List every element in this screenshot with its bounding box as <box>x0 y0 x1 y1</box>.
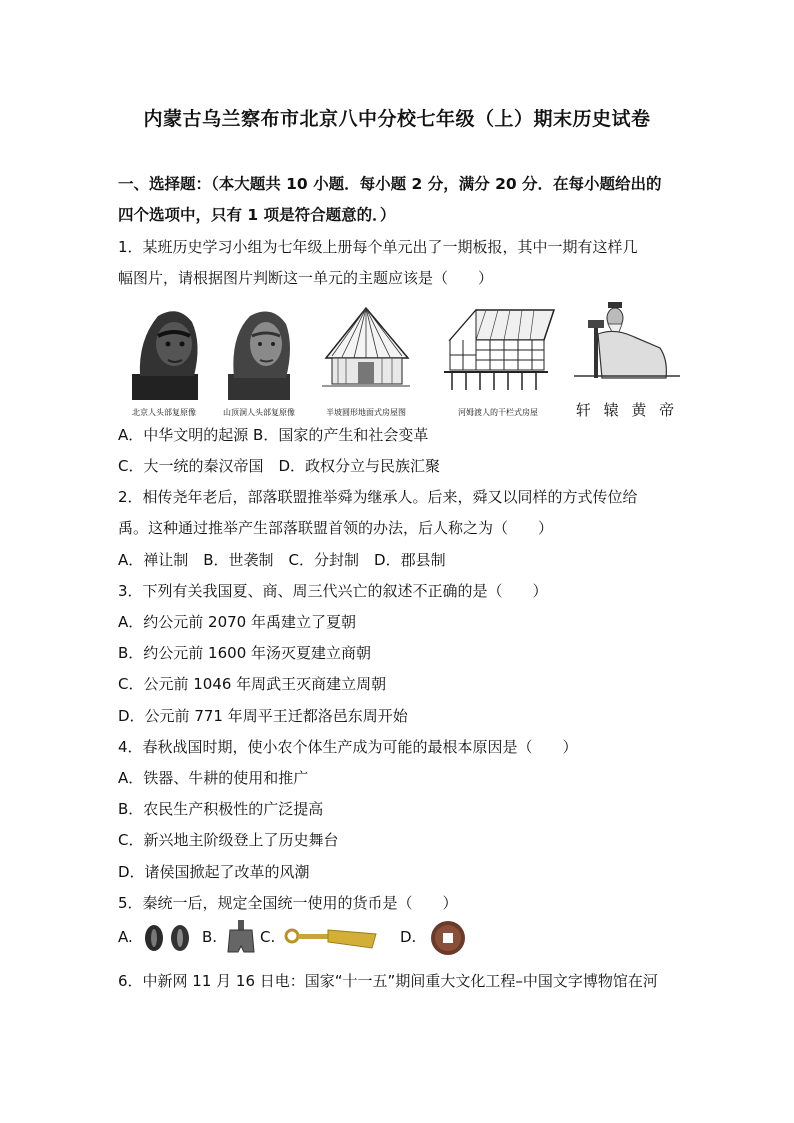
section-heading-line2: 四个选项中，只有 1 项是符合题意的．） <box>118 206 396 224</box>
q5-coin-options <box>118 920 518 956</box>
hemudu-house-image <box>436 300 560 418</box>
shell-coin-icon <box>142 922 192 954</box>
knife-coin-icon <box>284 924 380 952</box>
q3-stem: 3．下列有关我国夏、商、周三代兴亡的叙述不正确的是（ ） <box>118 582 548 600</box>
q3-option-b: B．约公元前 1600 年汤灭夏建立商朝 <box>118 644 372 662</box>
q5-label-b: B. <box>202 928 218 946</box>
yellow-emperor-image <box>574 300 680 418</box>
q4-stem: 4．春秋战国时期，使小农个体生产成为可能的最根本原因是（ ） <box>118 738 578 756</box>
q2-stem-line1: 2．相传尧年老后，部落联盟推举舜为继承人。后来，舜又以同样的方式传位给 <box>118 488 638 506</box>
page-title: 内蒙古乌兰察布市北京八中分校七年级（上）期末历史试卷 <box>143 108 651 130</box>
q5-label-c: C. <box>260 928 276 946</box>
q4-option-d: D．诸侯国掀起了改革的风潮 <box>118 863 310 881</box>
section-heading-line1: 一、选择题：（本大题共 10 小题．每小题 2 分，满分 20 分．在每小题给出的 <box>118 175 662 193</box>
q1-stem-line2: 幅图片，请根据图片判断这一单元的主题应该是（ ） <box>118 269 494 287</box>
upper-cave-man-image <box>216 300 302 418</box>
q2-options: A．禅让制 B．世袭制 C．分封制 D．郡县制 <box>118 551 446 569</box>
caption-upper-cave-man: 山顶洞人头部复原像 <box>223 408 295 417</box>
q3-option-d: D．公元前 771 年周平王迁都洛邑东周开始 <box>118 707 408 725</box>
q5-stem: 5．秦统一后，规定全国统一使用的货币是（ ） <box>118 894 458 912</box>
q5-label-d: D. <box>400 928 417 946</box>
q1-image-strip <box>118 300 680 418</box>
q1-options-line1: A．中华文明的起源 B．国家的产生和社会变革 <box>118 426 429 444</box>
q4-option-a: A．铁器、牛耕的使用和推广 <box>118 769 309 787</box>
q4-option-c: C．新兴地主阶级登上了历史舞台 <box>118 831 339 849</box>
q3-option-c: C．公元前 1046 年周武王灭商建立周朝 <box>118 675 387 693</box>
caption-hemudu-house: 河姆渡人的干栏式房屋 <box>458 408 538 417</box>
peking-man-image <box>118 300 210 418</box>
q1-stem-line1: 1．某班历史学习小组为七年级上册每个单元出了一期板报，其中一期有这样几 <box>118 238 638 256</box>
banpo-house-image <box>318 300 414 418</box>
q1-options-line2: C．大一统的秦汉帝国 D．政权分立与民族汇聚 <box>118 457 441 475</box>
caption-yellow-emperor: 轩 辕 黄 帝 <box>575 401 679 419</box>
q3-option-a: A．约公元前 2070 年禹建立了夏朝 <box>118 613 356 631</box>
caption-banpo-house: 半坡圆形地面式房屋图 <box>326 408 406 417</box>
spade-coin-icon <box>226 920 256 956</box>
q5-label-a: A. <box>118 928 133 946</box>
q4-option-b: B．农民生产积极性的广泛提高 <box>118 800 324 818</box>
caption-peking-man: 北京人头部复原像 <box>132 408 196 417</box>
q6-stem-line1: 6．中新网 11 月 16 日电：国家“十一五”期间重大文化工程–中国文字博物馆在河 <box>118 972 658 990</box>
round-coin-icon <box>430 920 466 956</box>
q2-stem-line2: 禹。这种通过推举产生部落联盟首领的办法，后人称之为（ ） <box>118 519 554 537</box>
